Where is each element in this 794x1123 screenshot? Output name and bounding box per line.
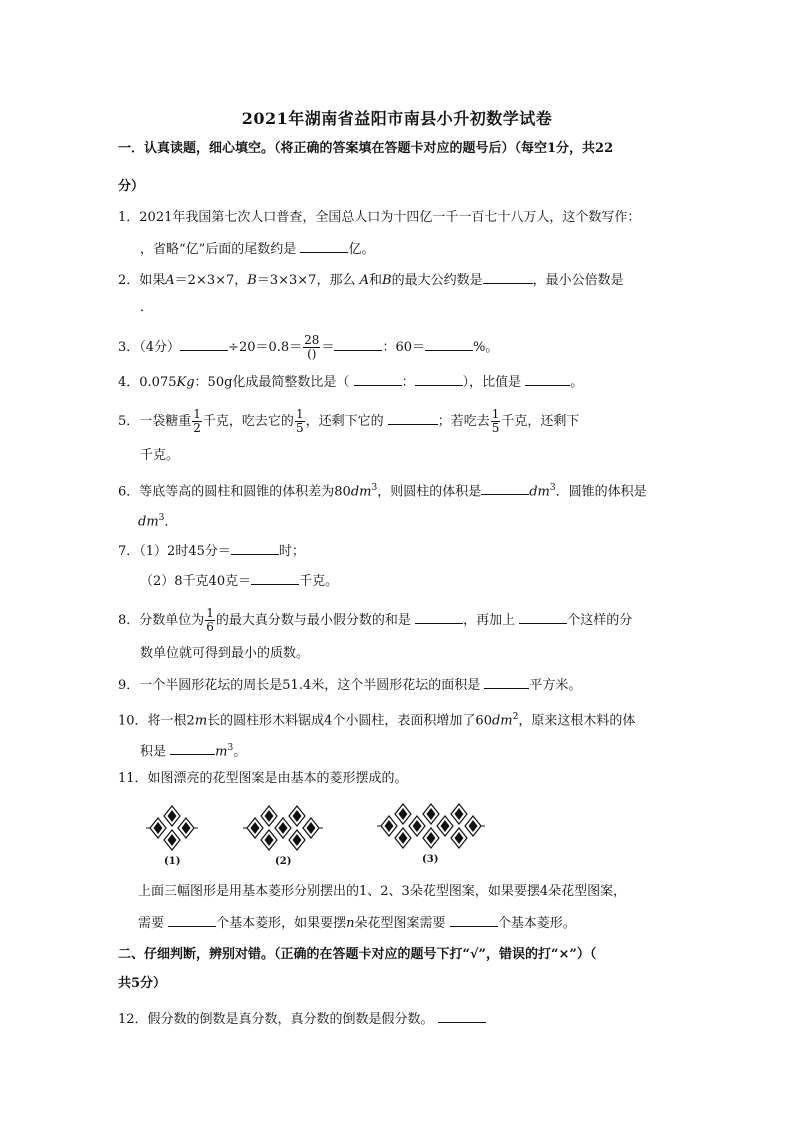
q2-and: 和 [368,273,382,288]
var-b: B [382,273,392,288]
q2-gcd-blank[interactable] [483,271,533,284]
q5-text-d: ；若吃去 [437,414,490,429]
q5-frac-1 [192,408,202,435]
unit-dm: dm [491,713,513,729]
unit-dm: dm [529,484,550,500]
q3-blank-2[interactable] [334,338,382,351]
q5-frac-3-den: 5 [491,421,500,435]
q3-blank-1[interactable] [180,338,228,351]
section2-heading-cont: 共5分） [118,976,167,991]
q10-text-a: 10．将一根2 [118,713,195,729]
unit-kg: Kg [176,375,195,390]
q11-blank-2[interactable] [450,914,498,927]
q6-text-a: 6．等底等高的圆柱和圆锥的体积差为80 [118,484,351,500]
q5-text-e: 千克，还剩下 [501,414,580,429]
q4-text-d: ），比值是 [462,375,522,390]
q7-text-c: （2）8千克40克＝ [140,574,252,589]
q10-sup: 2 [512,712,519,722]
q10-text-e: 。 [233,744,247,760]
section1-heading [118,140,613,158]
q11-text-c: 朵花型图案需要 [354,916,446,931]
q8-frac-den: 6 [206,620,214,634]
q4-line [118,373,583,392]
q6-sup: 3 [371,483,378,493]
q2-line2: ． [140,300,154,315]
q6-text-b: ，则圆柱的体积是 [377,484,482,500]
q10-sup-2: 3 [227,743,234,753]
q8-line1 [118,607,632,634]
q10-text-b: 长的圆柱形木料锯成4个小圆柱，表面积增加了60 [207,713,492,729]
q5-frac-3-num: 1 [491,407,500,421]
q5-line1 [118,408,579,435]
q5-frac-2-num: 1 [295,407,304,421]
q3-frac-den: () [307,347,317,361]
q8-line2: 数单位就可得到最小的质数。 [140,646,310,661]
q9-line [118,676,581,695]
q8-text-c: ，再加上 [463,613,516,628]
q7-text-d: 千克。 [299,574,339,589]
q12-line [118,1010,486,1029]
q5-text-b: 千克，吃去它的 [202,414,294,429]
unit-dm: dm [138,514,159,530]
q3-text-a: 3．（4分） [118,340,181,355]
q2-eq-b: ＝3×3×7，那么 [256,273,356,288]
q8-text-a: 8．分数单位为 [118,613,205,628]
var-a: A [165,273,175,288]
q11-text-d: 个基本菱形。 [497,916,576,931]
q7-text-a: 7．（1）2时45分＝ [118,544,231,559]
q5-frac-2 [295,408,305,435]
q1-line1: 1．2021年我国第七次人口普查，全国总人口为十四亿一千一百七十八万人，这个数写作： [118,210,641,225]
caption-3: (3) [422,854,439,865]
q5-frac-1-den: 2 [193,421,201,435]
q1-line2 [140,240,374,259]
q3-frac-num: 28 [304,333,320,347]
q9-blank[interactable] [484,676,529,689]
var-a: A [359,273,369,288]
q2-lcm-text: ，最小公倍数是 [532,273,624,288]
q4-text-a: 4．0.075 [118,375,177,390]
q8-blank-1[interactable] [415,611,463,624]
q4-text-b: ：50g化成最简整数比是（ [194,375,350,390]
q6-line1 [118,479,647,501]
q5-text-c: ，还剩下它的 [305,414,384,429]
section1-heading-line1: 一．认真读题，细心填空。（将正确的答案填在答题卡对应的题号后）（每空1分，共22 [118,141,614,156]
flower-pattern-svg [138,800,538,870]
q10-line2 [140,739,246,761]
section1-heading-cont: 分） [118,179,145,194]
q10-line1 [118,708,635,730]
caption-1: (1) [164,856,181,867]
flower-pattern-figure [138,800,538,870]
q1-blank[interactable] [300,240,348,253]
section2-heading: 二、仔细判断，辨别对错。（正确的在答题卡对应的题号下打“√”，错误的打“×”）（ [118,947,597,962]
q9-text-b: 平方米。 [529,678,582,693]
q6-blank-1[interactable] [481,482,529,495]
flower-3-icon [377,804,485,848]
q7-blank-1[interactable] [231,542,279,555]
var-n: n [346,916,355,931]
q1-text-a: ，省略“亿”后面的尾数约是 [140,242,297,257]
q8-frac [205,607,215,634]
q6-line2 [138,509,177,531]
q6-sup-2: 3 [549,483,556,493]
q11-text-b: 个基本菱形，如果要摆 [216,916,347,931]
flower-1-icon [146,806,198,850]
q10-text-c: ，原来这根木料的体 [518,713,636,729]
q3-text-c: ＝ [321,340,335,355]
q7-text-b: 时； [278,544,305,559]
q2-line1 [118,271,624,290]
q4-blank-1[interactable] [354,373,402,386]
q9-text-a: 9．一个半圆形花坛的周长是51.4米，这个半圆形花坛的面积是 [118,678,481,693]
q10-text-d: 积是 [140,744,167,760]
unit-m: m [194,713,208,729]
q7-blank-2[interactable] [251,572,299,585]
q5-frac-3 [491,408,501,435]
q3-fraction [303,334,320,361]
q7-line1 [118,542,305,561]
q11-line1: 11．如图漂亮的花型图案是由基本的菱形摆成的。 [118,771,408,786]
q6-sup-3: 3 [158,513,165,523]
q4-text-e: 。 [570,375,584,390]
q11-line2: 上面三幅图形是用基本菱形分别摆出的1、2、3朵花型图案，如果要摆4朵花型图案， [138,884,627,899]
q2-text: 2．如果 [118,273,166,288]
q6-text-c: ．圆锥的体积是 [555,484,647,500]
q4-blank-3[interactable] [525,373,570,386]
q5-line2: 千克。 [140,448,180,463]
q3-text-d: ：60＝ [382,340,425,355]
unit-m: m [215,744,228,760]
q2-eq-a: ＝2×3×7， [174,273,248,288]
q8-frac-num: 1 [206,606,214,620]
flower-2-icon [243,806,323,850]
q5-frac-1-num: 1 [193,407,201,421]
caption-2: (2) [275,856,292,867]
q12-text: 12．假分数的倒数是真分数，真分数的倒数是假分数。 [118,1012,434,1027]
q3-blank-3[interactable] [425,338,473,351]
q11-text-a: 需要 [138,916,165,931]
var-b: B [247,273,257,288]
q5-frac-2-den: 5 [295,421,304,435]
q2-gcd-text: 的最大公约数是 [391,273,483,288]
q7-line2 [140,572,338,591]
q8-text-b: 的最大真分数与最小假分数的和是 [215,613,411,628]
q12-blank[interactable] [438,1010,486,1023]
q3-text-e: %。 [473,340,499,355]
q4-text-c: ： [401,375,415,390]
q11-blank-1[interactable] [168,914,216,927]
q3-line [118,334,498,361]
q8-blank-2[interactable] [519,611,567,624]
q10-blank[interactable] [170,742,215,755]
q1-text-b: 亿。 [348,242,375,257]
q5-text-a: 5．一袋糖重 [118,414,192,429]
q8-text-d: 个这样的分 [567,613,633,628]
page-title: 2021年湖南省益阳市南县小升初数学试卷 [241,109,553,128]
q3-text-b: ÷20＝0.8＝ [228,340,303,355]
q4-blank-2[interactable] [415,373,463,386]
unit-dm: dm [350,484,372,500]
q6-line2-end: ． [164,514,178,530]
q5-blank-1[interactable] [388,412,438,425]
q11-line3 [138,914,576,933]
